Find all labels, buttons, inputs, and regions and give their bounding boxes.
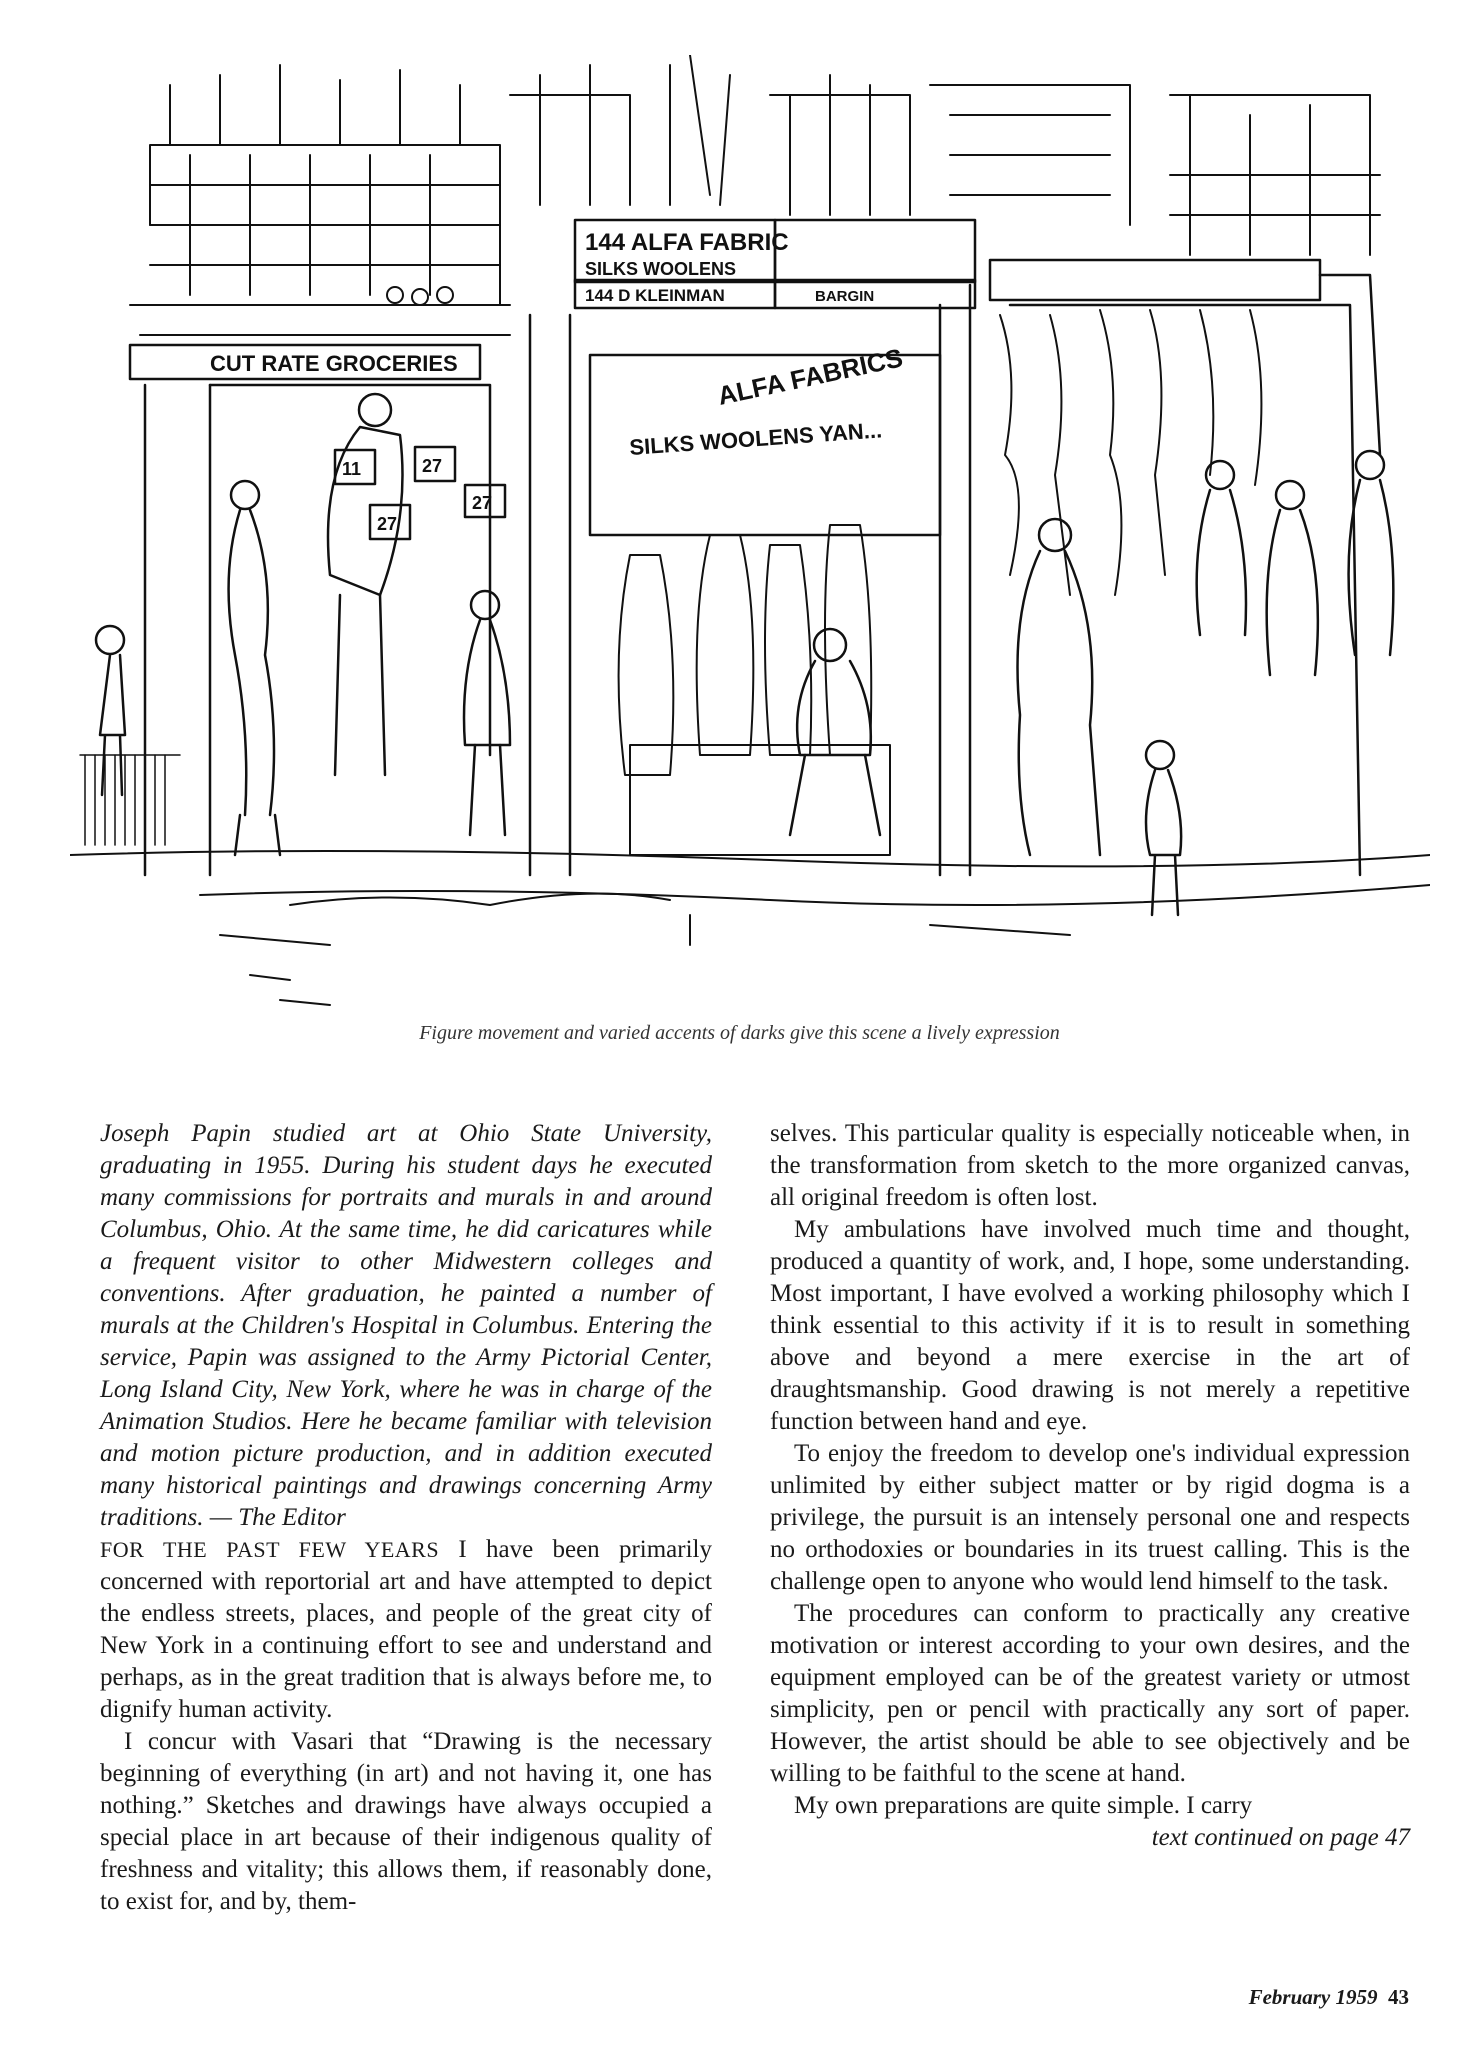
illustration-caption: Figure movement and varied accents of darks give this scene a lively expression [419,1022,1060,1044]
sign-silks-window: SILKS WOOLENS YAN... [628,417,883,460]
sign-kleinman: 144 D KLEINMAN [585,286,725,305]
sign-bargain: BARGIN [815,288,875,305]
article-para-2: I concur with Vasari that “Drawing is the necessary beginning of everything (in art) and not having it, one has nothing.” Sketches and drawings have always occupied a special place in art because of their indigenous quality of freshness and vitality; this allows them, if reasonably done, to exist for, and by, them- [100,1728,712,1915]
figures-sketch [96,394,1393,915]
article-para-4: To enjoy the freedom to develop one's individual expression unlimited by either subject matter or by rigid dogma is a privilege, the pursuit is an intensely personal one and respects no orthodoxies or boundaries in its truest calling. This is the challenge open to anyone who would lend himself to the task. [770,1440,1410,1595]
price-tag-4: 27 [377,514,398,534]
issue-date: February 1959 [1248,1985,1378,2009]
article-para-1 [100,1534,712,1726]
price-tag-1: 11 [342,459,362,479]
street-scene-illustration [70,55,1430,1015]
price-tag-3: 27 [472,493,493,513]
editor-note-text: Joseph Papin studied art at Ohio State University, graduating in 1955. During his student days he executed many commissions for portraits and murals in and around Columbus, Ohio. At the same time, he did caricatures while a frequent visitor to other Midwestern colleges and conventions. After graduation, he painted a number of murals at the Children's Hospital in Columbus. Entering the service, Papin was assigned to the Army Pictorial Center, Long Island City, New York, where he was in charge of the Animation Studios. Here he became familiar with television and motion picture production, and in addition executed many historical paintings and drawings concerning Army traditions. [100,1120,712,1531]
page-footer [1249,1985,1409,2010]
sign-groceries: CUT RATE GROCERIES [210,351,458,376]
article-para-5: The procedures can conform to practically any creative motivation or interest according to your own desires, and the equipment employed can be of the greatest variety or utmost simplicity, pen or pencil with practically any sort of paper. However, the artist should be able to see objectively and be willing to be faithful to the scene at hand. [770,1600,1410,1787]
para-1-text: I have been primarily concerned with reportorial art and have attempted to depict the endless streets, places, and people of the great city of New York in a continuing effort to see and understand and perhaps, as in the great tradition that is always before me, to dignify human activity. [100,1536,712,1723]
street-ground-sketch [70,851,1430,1005]
sign-alfa-top: 144 ALFA FABRIC [585,229,789,256]
page-number: 43 [1388,1985,1409,2009]
lead-in: FOR THE PAST FEW YEARS [100,1537,440,1562]
article-para-3: My ambulations have involved much time and thought, produced a quantity of work, and, I hope, some understanding. Most important, I have evolved a working philosophy which I think essential to this activity if it is to result in something above and beyond a mere exercise in the art of draughtsmanship. Good drawing is not merely a repetitive function between hand and eye. [770,1216,1410,1435]
price-tag-2: 27 [422,456,443,476]
sign-alfa-window: ALFA FABRICS [715,342,906,411]
building-upper-sketch [130,55,1380,335]
right-column [770,1118,1410,1854]
article-para-continued: selves. This particular quality is especially noticeable when, in the transformation from sketch to the more organized canvas, all original freedom is often lost. [770,1120,1410,1211]
left-column [100,1118,712,1918]
editor-signature: — The Editor [209,1504,346,1531]
sign-silks-top: SILKS WOOLENS [585,259,737,279]
editor-note [100,1118,712,1534]
railing-sketch [80,755,180,845]
continued-note: text continued on page 47 [1151,1824,1410,1851]
article-para-6: My own preparations are quite simple. I carry [794,1792,1253,1819]
